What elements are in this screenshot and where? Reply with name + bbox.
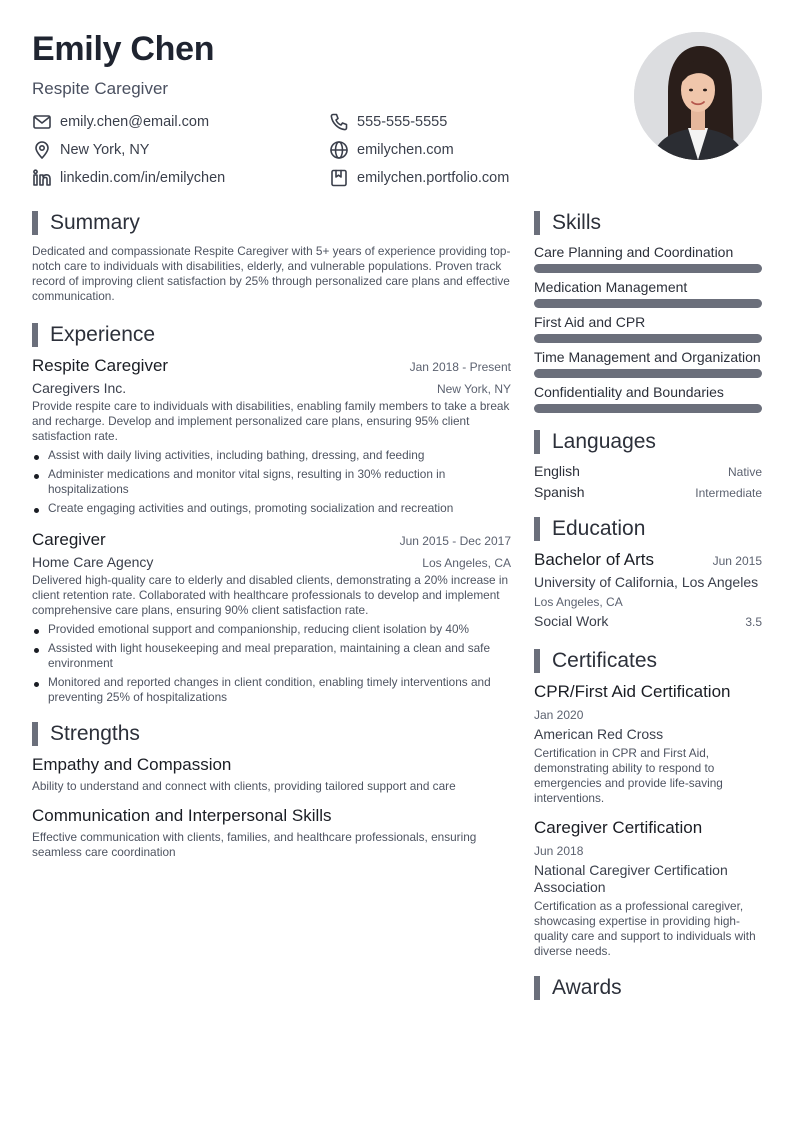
job-description: Delivered high-quality care to elderly and disabled clients, demonstrating a 20% increase in client retention rate. Collaborated with healthcare professionals to develop and implement comprehensive care plans, ensuring 90% client satisfaction rate. bbox=[32, 573, 509, 617]
job-title: Caregiver bbox=[32, 530, 106, 549]
education-heading bbox=[534, 516, 762, 542]
experience-heading-text: Experience bbox=[50, 323, 156, 346]
education-degree: Bachelor of Arts bbox=[534, 550, 655, 569]
awards-heading-text: Awards bbox=[552, 976, 622, 999]
language-item bbox=[534, 463, 762, 479]
skill-bar bbox=[534, 334, 762, 343]
experience-section bbox=[32, 322, 511, 705]
awards-heading bbox=[534, 975, 762, 1001]
skills-heading bbox=[534, 210, 762, 236]
skill-bar bbox=[534, 404, 762, 413]
certificate-title: CPR/First Aid Certification bbox=[534, 682, 731, 701]
location-text: New York, NY bbox=[60, 141, 150, 158]
skill-item: Confidentiality and Boundaries bbox=[534, 384, 724, 400]
education-section bbox=[534, 516, 762, 630]
skill-item: Care Planning and Coordination bbox=[534, 244, 734, 260]
contact-phone[interactable] bbox=[329, 112, 592, 131]
language-level: Intermediate bbox=[695, 486, 762, 500]
education-heading-text: Education bbox=[552, 517, 646, 540]
email-text: emily.chen@email.com bbox=[60, 113, 210, 130]
contact-website[interactable] bbox=[329, 140, 592, 159]
contact-linkedin[interactable] bbox=[32, 168, 329, 187]
skills-heading-text: Skills bbox=[552, 211, 602, 234]
job-location: New York, NY bbox=[436, 382, 511, 396]
summary-heading bbox=[32, 210, 511, 236]
heading-accent-bar bbox=[534, 430, 540, 454]
certificate-title: Caregiver Certification bbox=[534, 818, 703, 837]
bookmark-icon bbox=[329, 168, 349, 188]
linkedin-text: linkedin.com/in/emilychen bbox=[60, 169, 226, 186]
certificate-item bbox=[534, 818, 762, 959]
portfolio-text: emilychen.portfolio.com bbox=[357, 169, 510, 186]
job-entry bbox=[32, 356, 511, 516]
job-description: Provide respite care to individuals with disabilities, enabling family members to take a break and recharge. Develop and implement personalized care plans, ensuring 95% client satisfaction rate. bbox=[32, 399, 510, 443]
list-item: Assisted with light housekeeping and meal preparation, maintaining a clean and safe environment bbox=[32, 641, 511, 671]
language-level: Native bbox=[727, 465, 762, 479]
candidate-title: Respite Caregiver bbox=[32, 79, 169, 98]
certificate-date: Jan 2020 bbox=[534, 708, 584, 722]
education-field: Social Work bbox=[534, 613, 609, 629]
heading-accent-bar bbox=[534, 976, 540, 1000]
strength-item bbox=[32, 806, 511, 860]
certificate-text: Certification as a professional caregiver, showcasing expertise in providing high-quality care and support to individuals with diverse needs. bbox=[534, 899, 756, 958]
certificates-heading-text: Certificates bbox=[552, 649, 658, 672]
job-bullets bbox=[32, 448, 511, 516]
certificate-item bbox=[534, 682, 762, 806]
language-name: English bbox=[534, 463, 580, 479]
job-dates: Jun 2015 - Dec 2017 bbox=[399, 534, 511, 548]
strengths-heading-text: Strengths bbox=[50, 722, 140, 745]
contact-email[interactable] bbox=[32, 112, 329, 131]
certificate-issuer: National Caregiver Certification Association bbox=[534, 862, 728, 895]
education-gpa: 3.5 bbox=[745, 615, 762, 629]
contact-location bbox=[32, 140, 329, 159]
job-location: Los Angeles, CA bbox=[422, 556, 511, 570]
profile-photo bbox=[634, 32, 762, 160]
certificate-text: Certification in CPR and First Aid, demonstrating ability to respond to emergencies and provide life-saving interventions. bbox=[534, 746, 723, 805]
summary-text: Dedicated and compassionate Respite Caregiver with 5+ years of experience providing top-notch care to individuals with disabilities, elderly, and vulnerable populations. Proven track record of improving client satisfaction by 25% through personalized care plans and effective communication. bbox=[32, 244, 511, 303]
certificate-issuer: American Red Cross bbox=[534, 726, 664, 742]
strength-text: Ability to understand and connect with clients, providing tailored support and care bbox=[32, 779, 456, 793]
summary-heading-text: Summary bbox=[50, 211, 140, 234]
experience-heading bbox=[32, 322, 511, 348]
skill-bar bbox=[534, 299, 762, 308]
heading-accent-bar bbox=[32, 722, 38, 746]
list-item: Provided emotional support and companionship, reducing client isolation by 40% bbox=[32, 622, 511, 637]
job-bullets bbox=[32, 622, 511, 705]
strengths-heading bbox=[32, 721, 511, 747]
job-title: Respite Caregiver bbox=[32, 356, 169, 375]
education-location: Los Angeles, CA bbox=[534, 595, 623, 609]
left-column bbox=[32, 210, 511, 860]
skill-item: First Aid and CPR bbox=[534, 314, 646, 330]
skill-item: Medication Management bbox=[534, 279, 688, 295]
skill-item: Time Management and Organization bbox=[534, 349, 761, 365]
summary-section bbox=[32, 210, 511, 304]
job-entry bbox=[32, 530, 511, 705]
location-pin-icon bbox=[32, 140, 52, 160]
certificate-date: Jun 2018 bbox=[534, 844, 584, 858]
strength-title: Empathy and Compassion bbox=[32, 755, 232, 774]
languages-heading bbox=[534, 429, 762, 455]
education-school: University of California, Los Angeles bbox=[534, 574, 759, 590]
strengths-section bbox=[32, 721, 511, 860]
heading-accent-bar bbox=[534, 517, 540, 541]
languages-heading-text: Languages bbox=[552, 430, 656, 453]
job-dates: Jan 2018 - Present bbox=[409, 360, 511, 374]
mail-icon bbox=[32, 112, 52, 132]
heading-accent-bar bbox=[534, 649, 540, 673]
skill-bar bbox=[534, 264, 762, 273]
phone-icon bbox=[329, 112, 349, 132]
heading-accent-bar bbox=[534, 211, 540, 235]
awards-section bbox=[534, 975, 762, 1001]
linkedin-icon bbox=[32, 168, 52, 188]
strength-text: Effective communication with clients, families, and healthcare professionals, ensuring seamless care coordination bbox=[32, 830, 477, 859]
job-company: Home Care Agency bbox=[32, 554, 154, 570]
job-company: Caregivers Inc. bbox=[32, 380, 127, 396]
contact-portfolio[interactable] bbox=[329, 168, 592, 187]
strength-title: Communication and Interpersonal Skills bbox=[32, 806, 332, 825]
list-item: Administer medications and monitor vital signs, resulting in 30% reduction in hospitalizations bbox=[32, 467, 511, 497]
education-date: Jun 2015 bbox=[712, 554, 762, 568]
languages-section bbox=[534, 429, 762, 500]
contact-list bbox=[32, 112, 592, 187]
list-item: Assist with daily living activities, including bathing, dressing, and feeding bbox=[32, 448, 511, 463]
skill-bar bbox=[534, 369, 762, 378]
language-item bbox=[534, 484, 762, 500]
certificates-section bbox=[534, 648, 762, 959]
list-item: Create engaging activities and outings, promoting socialization and recreation bbox=[32, 501, 511, 516]
language-name: Spanish bbox=[534, 484, 585, 500]
candidate-name: Emily Chen bbox=[32, 30, 215, 68]
skills-section bbox=[534, 210, 762, 413]
list-item: Monitored and reported changes in client condition, enabling timely interventions and preventing 25% of hospitalizations bbox=[32, 675, 511, 705]
heading-accent-bar bbox=[32, 211, 38, 235]
strength-item bbox=[32, 755, 511, 794]
certificates-heading bbox=[534, 648, 762, 674]
heading-accent-bar bbox=[32, 323, 38, 347]
right-column bbox=[534, 210, 762, 1009]
globe-icon bbox=[329, 140, 349, 160]
phone-text: 555-555-5555 bbox=[357, 113, 448, 130]
website-text: emilychen.com bbox=[357, 141, 454, 158]
